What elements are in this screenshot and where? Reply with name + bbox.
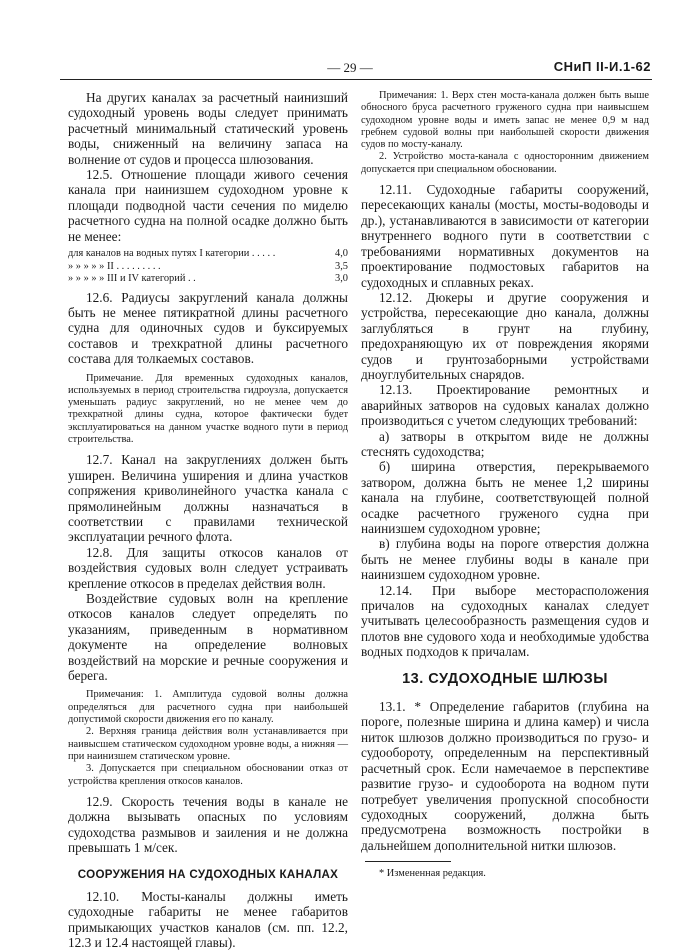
list-item: б) ширина отверстия, перекрываемого затвором, должна быть не менее 1,2 ширины канала на глубине, соответствующей полной осадке расчетного груженого судна при наинизшем судоходном уровне; <box>361 459 649 537</box>
table-row <box>68 261 348 274</box>
paragraph: На других каналах за расчетный наинизший судоходный уровень воды следует принимать расчетный минимальный статический уровень воды, сниженный на величину запаса на волнение от судов и процесса шлюзования. <box>68 90 348 167</box>
table-row-value: 4,0 <box>335 248 348 260</box>
table-row <box>68 273 348 286</box>
note: Примечание. Для временных судоходных каналов, используемых в период строительства гидроузла, допускается уменьшать радиус закруглений, но не менее чем до трехкратной длины судна, которое фактически будет эксплуатироваться на данном участке водного пути в период строительства. <box>68 372 348 446</box>
section-title: СООРУЖЕНИЯ НА СУДОХОДНЫХ КАНАЛАХ <box>77 868 339 882</box>
paragraph-12-11: 12.11. Судоходные габариты сооружений, пересекающих каналы (мосты, мосты-водоводы и др.), устанавливаются в зависимости от категории внутреннего водного пути в соответствии с требованиями нормативных документов на проектирование подмостовых габаритов на судоходных и сплавных реках. <box>361 182 649 290</box>
note: Примечания: 1. Верх стен моста-канала должен быть выше обносного бруса расчетного груженого судна при наивысшем судоходном уровне воды и иметь запас не менее 0,9 м над гребнем судовой волны при наибольшей скорости движения судов по мосту-каналу. <box>361 90 649 151</box>
note: 2. Верхняя граница действия волн устанавливается при наивысшем статическом судоходном уровне воды, а нижняя — при наинизшем статическом уровне. <box>68 726 348 762</box>
paragraph-12-10: 12.10. Мосты-каналы должны иметь судоходные габариты не менее габаритов примыкающих участков каналов (см. пп. 12.2, 12.3 и 12.4 настоящей главы). <box>68 888 348 951</box>
paragraph-12-6: 12.6. Радиусы закруглений канала должны быть не менее пятикратной длины расчетного судна для одиночных судов и буксируемых составов и трехкратной длины расчетного состава для толкаемых составов. <box>68 289 348 367</box>
page-number: — 29 — <box>327 60 373 75</box>
footnote-rule <box>365 861 451 862</box>
paragraph-12-7: 12.7. Канал на закруглениях должен быть уширен. Величина уширения и длина участков сопряжения криволинейного участка канала с прямолинейным должны назначаться в соответствии с правилами технической эксплуатации речного флота. <box>68 452 348 545</box>
note: 3. Допускается при специальном обосновании отказ от устройства крепления откосов каналов. <box>68 763 348 787</box>
note: Примечания: 1. Амплитуда судовой волны должна определяться для расчетного судна при наибольшей допустимой скорости движения его по каналу. <box>68 689 348 726</box>
list-item: а) затворы в открытом виде не должны стеснять судоходства; <box>361 428 649 459</box>
document-code: СНиП II-И.1-62 <box>553 59 651 74</box>
paragraph-12-8: 12.8. Для защиты откосов каналов от воздействия судовых волн следует устраивать крепление откосов в пределах действия волн. <box>68 544 348 591</box>
paragraph-12-14: 12.14. При выборе месторасположения причалов на судоходных каналах следует учитывать целесообразность размещения судов и плотов вне судового хода и необходимые удобства водных подходов к причалам. <box>361 582 649 660</box>
paragraph: Воздействие судовых волн на крепление откосов каналов следует определять по указаниям, приведенным в нормативном документе на определение волновых воздействий на морские и речные сооружения и берега. <box>68 591 348 684</box>
paragraph-12-12: 12.12. Дюкеры и другие сооружения и устройства, пересекающие дно канала, должны заглубляться в грунт на глубину, предохраняющую их от повреждения якорями судов и грунтозаборными устройствами дноуглубительных снарядов. <box>361 289 649 382</box>
ratio-table <box>68 248 348 286</box>
table-row <box>68 248 348 261</box>
paragraph-12-13: 12.13. Проектирование ремонтных и аварийных затворов на судовых каналах должно производиться с учетом следующих требований: <box>361 382 649 429</box>
section-title: 13. СУДОХОДНЫЕ ШЛЮЗЫ <box>402 670 608 687</box>
table-row-label: » » » » » II . . . . . . . . . <box>68 260 161 272</box>
paragraph-13-1: 13.1. * Определение габаритов (глубина на пороге, полезные ширина и длина камер) и числа ниток шлюзов должно производиться по грузо- и судообороту, определенным на перспективный расчетный срок. Если намечаемое в перспективе развитие грузо- и судооборота на водном пути потребует увеличения пропускной способности судоходных сооружений, должна быть предусмотрена возможность постройки в дальнейшем дополнительной нитки шлюзов. <box>361 699 649 853</box>
note: 2. Устройство моста-канала с односторонним движением допускается при специальном обосновании. <box>361 151 649 175</box>
header-rule <box>60 79 652 80</box>
table-row-label: для каналов на водных путях I категории . . . . . <box>68 248 276 260</box>
table-row-value: 3,5 <box>335 260 348 272</box>
paragraph-12-5: 12.5. Отношение площади живого сечения канала при наинизшем судоходном уровне к площади подводной части сечения по миделю расчетного судна на полной осадке должно быть не менее: <box>68 167 348 244</box>
table-row-label: » » » » » III и IV категорий . . <box>68 273 196 285</box>
list-item: в) глубина воды на пороге отверстия должна быть не менее глубины воды в канале при наинизшем судоходном уровне. <box>361 536 649 583</box>
paragraph-12-9: 12.9. Скорость течения воды в канале не должна вызывать опасных по условиям судоходства размывов и заиления и не должна превышать 1 м/сек. <box>68 793 348 856</box>
right-column <box>361 90 649 880</box>
left-column <box>68 90 348 951</box>
footnote: * Измененная редакция. <box>379 868 486 880</box>
table-row-value: 3,0 <box>335 273 348 285</box>
